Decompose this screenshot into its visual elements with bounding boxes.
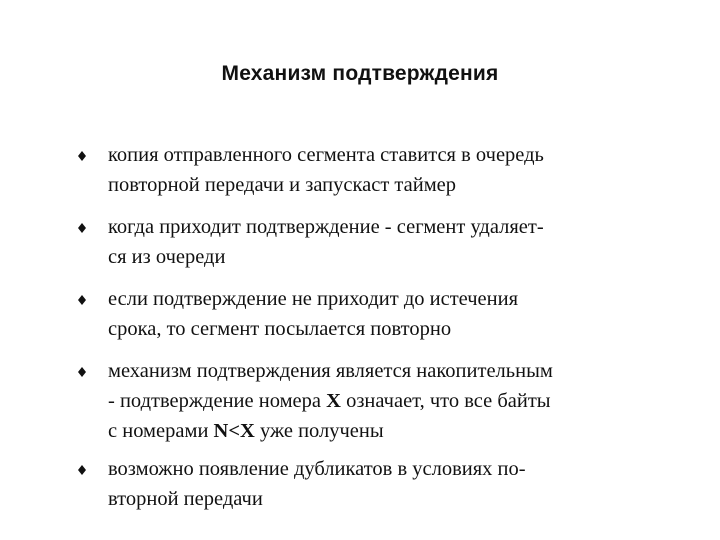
bullet-list bbox=[76, 140, 676, 526]
bullet-text: срока, то сегмент посылается повторно bbox=[108, 318, 452, 340]
text-segment: - подтверждение номера bbox=[108, 390, 327, 412]
bullet-text: ся из очереди bbox=[108, 246, 226, 268]
bullet-text: механизм подтверждения является накопительным bbox=[108, 360, 553, 382]
bold-symbol: N<X bbox=[213, 420, 255, 442]
bullet-item bbox=[76, 284, 676, 344]
bullet-item bbox=[76, 454, 676, 514]
diamond-bullet-icon bbox=[78, 223, 86, 233]
bullet-item bbox=[76, 356, 676, 446]
diamond-bullet-icon bbox=[78, 367, 86, 377]
diamond-bullet-icon bbox=[78, 295, 86, 305]
bullet-text-line bbox=[108, 386, 676, 416]
bullet-text: возможно появление дубликатов в условиях по- bbox=[108, 458, 526, 480]
bullet-text: копия отправленного сегмента ставится в очередь bbox=[108, 144, 544, 166]
bullet-text: вторной передачи bbox=[108, 488, 263, 510]
bullet-text: если подтверждение не приходит до истечения bbox=[108, 288, 519, 310]
diamond-bullet-icon bbox=[78, 151, 86, 161]
slide-title: Механизм подтверждения bbox=[221, 62, 499, 85]
text-segment: уже получены bbox=[254, 420, 384, 442]
bold-symbol: X bbox=[326, 390, 341, 412]
bullet-text-line bbox=[108, 416, 676, 446]
bullet-text: когда приходит подтверждение - сегмент удаляет- bbox=[108, 216, 544, 238]
bullet-item bbox=[76, 140, 676, 200]
bullet-text: повторной передачи и запускаст таймер bbox=[108, 174, 457, 196]
diamond-bullet-icon bbox=[78, 465, 86, 475]
bullet-item bbox=[76, 212, 676, 272]
text-segment: с номерами bbox=[108, 420, 214, 442]
text-segment: означает, что все байты bbox=[340, 390, 551, 412]
